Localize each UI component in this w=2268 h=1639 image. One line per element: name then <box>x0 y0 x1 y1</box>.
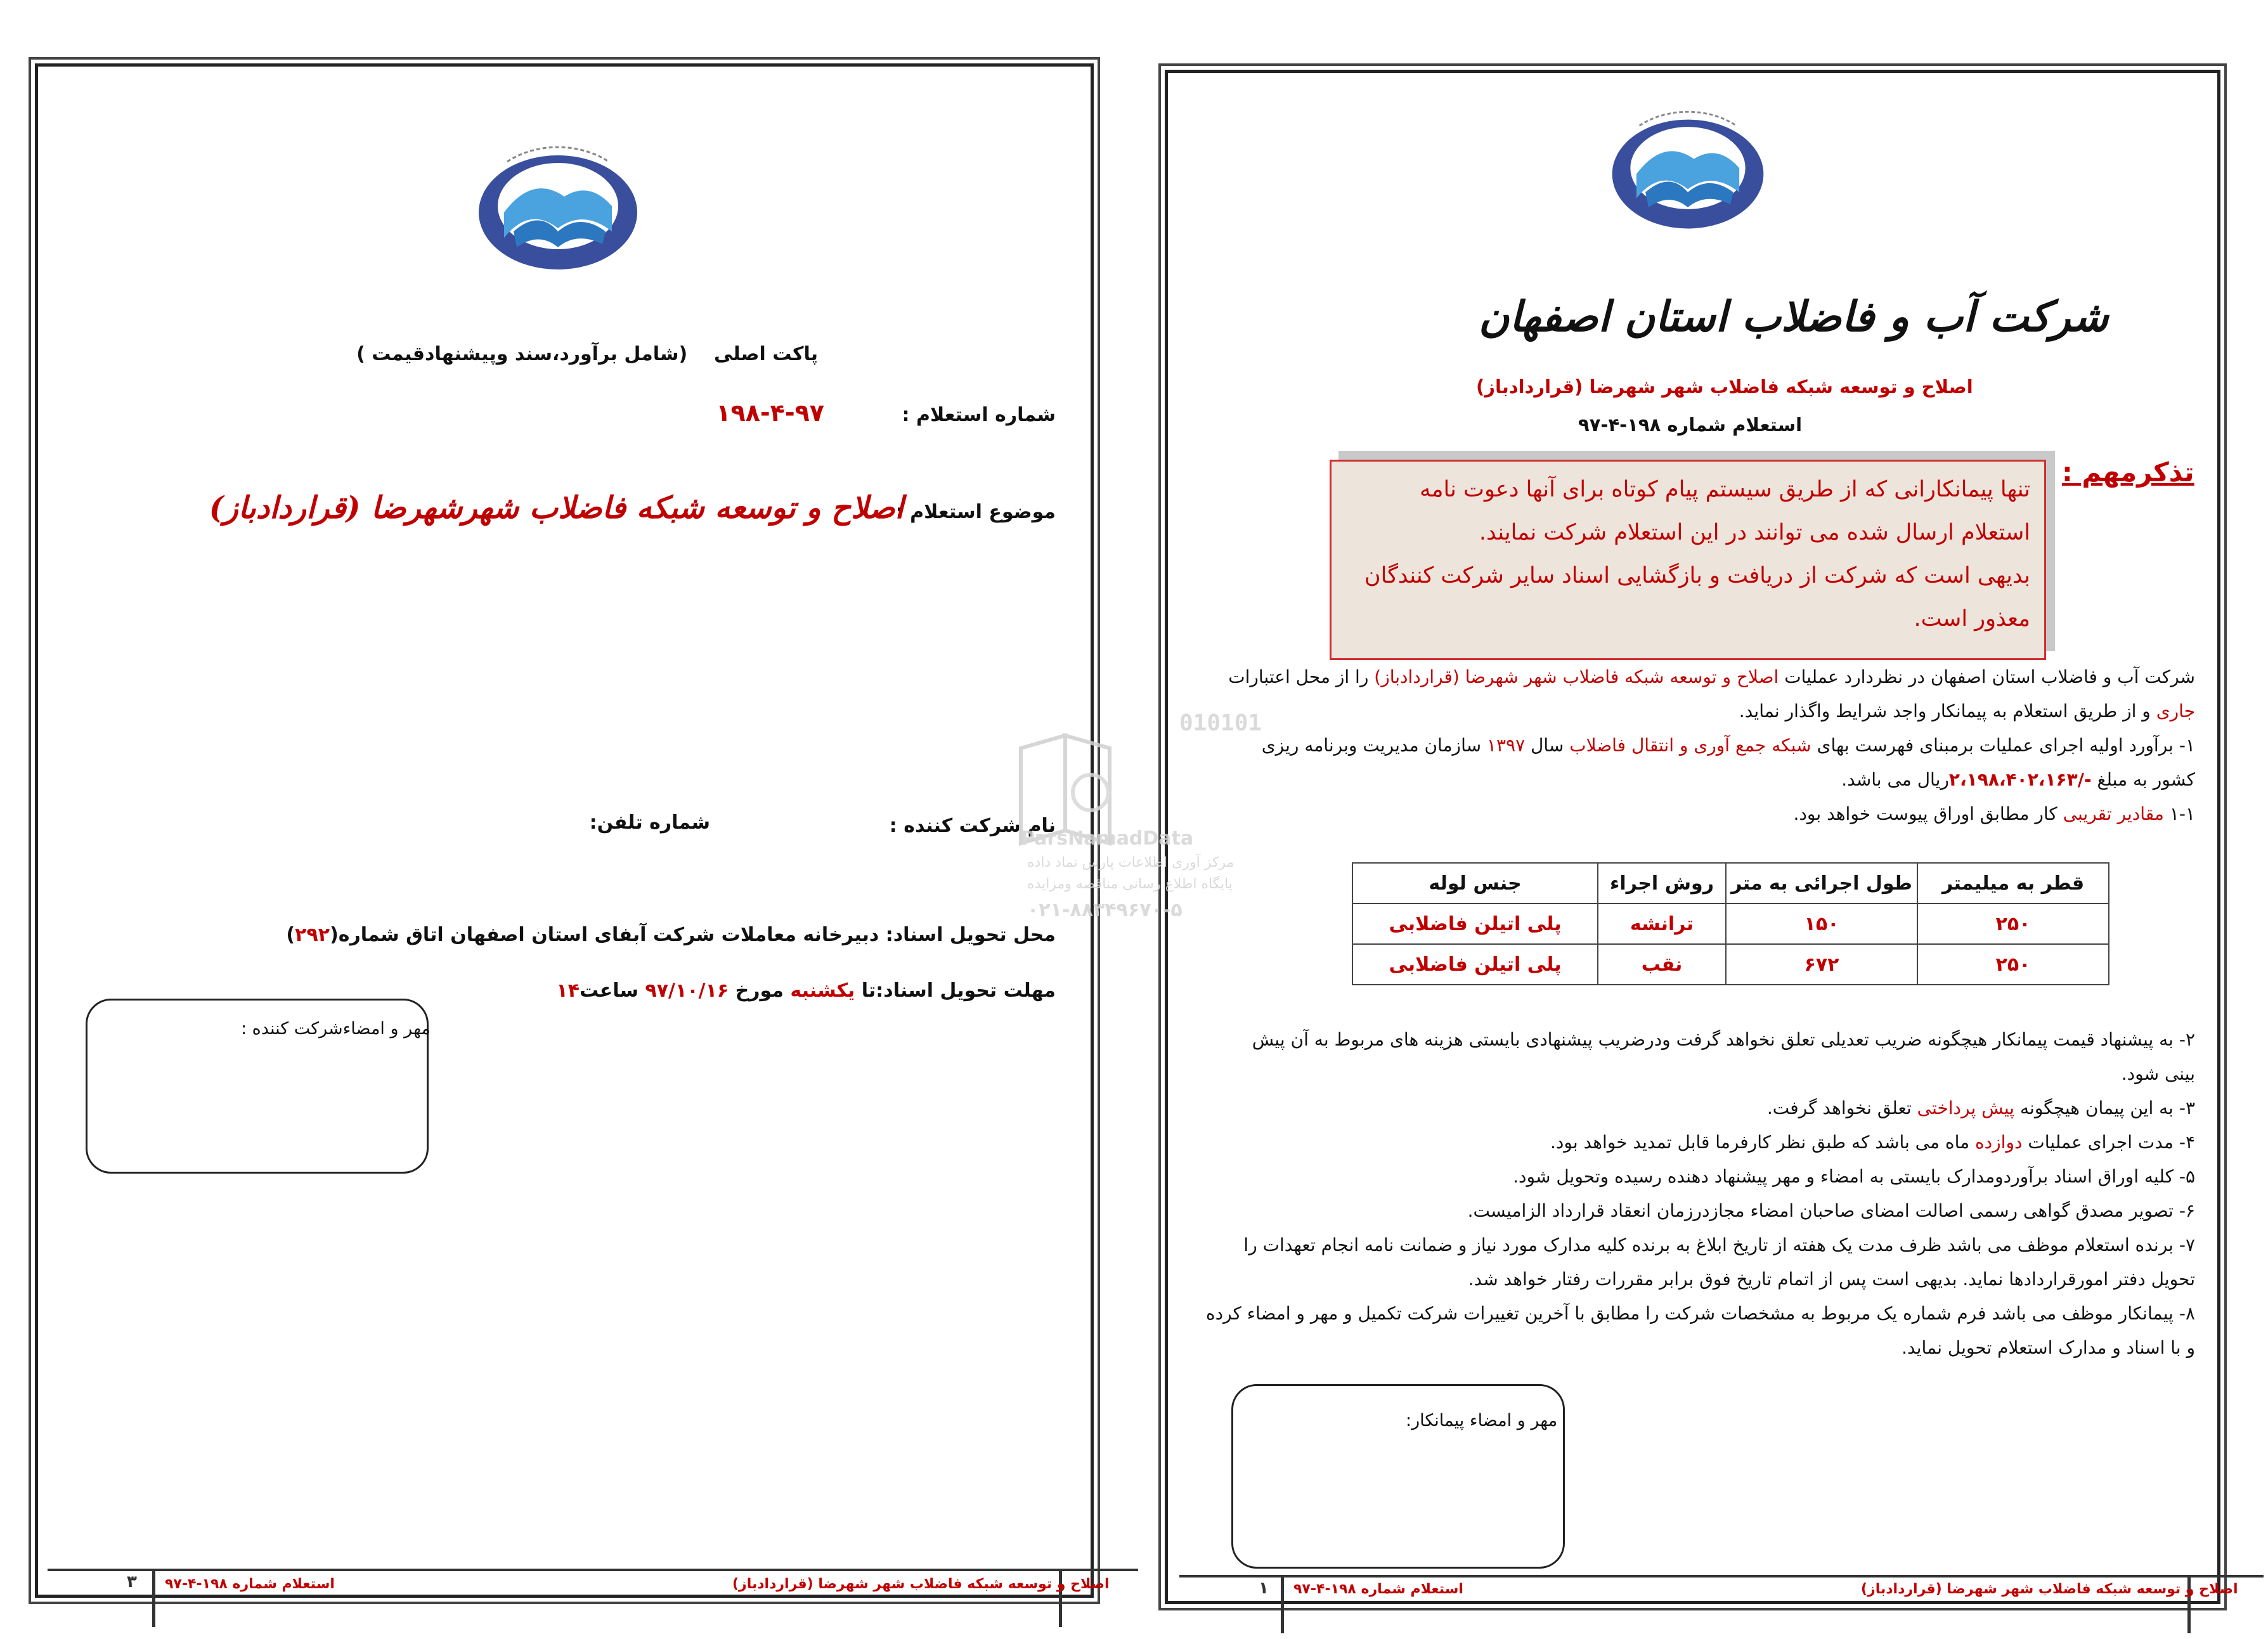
term-item: بینی شود. <box>2121 1063 2195 1084</box>
term-item: ۲- به پیشنهاد قیمت پیمانکار هیچگونه ضریب تعدیلی تعلق نخواهد گرفت ودرضریب پیشنهادی بایستی هزینه های مربوط به آن پیش <box>1252 1029 2195 1050</box>
watermark-binary: 010101 <box>1179 710 1262 736</box>
table-header: قطر به میلیمتر <box>1917 863 2109 904</box>
table-row <box>1352 904 2109 944</box>
package-label: پاکت اصلی (شامل برآورد،سند وپیشنهادقیمت ) <box>356 343 818 365</box>
inquiry-no-label: شماره استعلام : <box>902 404 1056 426</box>
table-cell: ۶۷۲ <box>1726 944 1917 985</box>
term-item: ۸- پیمانکار موظف می باشد فرم شماره یک مربوط به مشخصات شرکت را مطابق با آخرین تغییرات شرکت تکمیل و مهر و امضاء کرده <box>1205 1303 2195 1324</box>
table-cell: ۱۵۰ <box>1726 904 1917 944</box>
term-item: و با اسناد و مدارک استعلام تحویل نماید. <box>1902 1337 2195 1358</box>
watermark-phone: ۰۲۱-۸۸۳۴۹۶۷۰-۵ <box>1027 899 1183 921</box>
table-header-row <box>1352 863 2109 904</box>
term-item: تحویل دفتر امورقراردادها نماید. بدیهی است پس از اتمام تاریخ فوق برابر مقررات رفتار خواهد شد. <box>1468 1269 2195 1290</box>
table-cell: ۲۵۰ <box>1917 944 2109 985</box>
table-header: طول اجرائی به متر <box>1726 863 1917 904</box>
contractor-stamp-label: مهر و امضاء پیمانکار: <box>1406 1411 1558 1430</box>
terms-paragraph <box>1187 1023 2195 1365</box>
term-item: ۴- مدت اجرای عملیات دوازده ماه می باشد که طبق نظر کارفرما قابل تمدید خواهد بود. <box>1550 1132 2195 1153</box>
right-footer-line <box>1179 1575 2264 1577</box>
left-footer-inquiry: استعلام شماره ۱۹۸-۴-۹۷ <box>165 1576 335 1592</box>
subject-value: اصلاح و توسعه شبکه فاضلاب شهرشهرضا (قراردادباز) <box>209 490 904 526</box>
phone-label: شماره تلفن: <box>589 812 710 834</box>
notice-line: بدیهی است که شرکت از دریافت و بازگشایی اسناد سایر شرکت کنندگان <box>1364 563 2030 588</box>
left-footer-line <box>48 1569 1138 1571</box>
delivery-place: محل تحویل اسناد: دبیرخانه معاملات شرکت آبفای استان اصفهان اتاق شماره(۲۹۲) <box>286 924 1056 946</box>
left-page <box>35 63 1094 1598</box>
table-row <box>1352 944 2109 985</box>
watermark-brand: ParsNamadData <box>1021 827 1194 850</box>
table-cell: ۲۵۰ <box>1917 904 2109 944</box>
table-cell: نقب <box>1598 944 1726 985</box>
project-subtitle: اصلاح و توسعه شبکه فاضلاب شهر شهرضا (قراردادباز) <box>1476 376 1973 398</box>
company-title: شرکت آب و فاضلاب استان اصفهان <box>1479 292 2109 341</box>
subject-label: موضوع استعلام : <box>895 501 1056 523</box>
table-cell: پلی اتیلن فاضلابی <box>1352 904 1598 944</box>
intro-paragraph: شرکت آب و فاضلاب استان اصفهان در نظردارد عملیات اصلاح و توسعه شبکه فاضلاب شهر شهرضا (قراردادباز) را از محل اعتبارات جاری و از طریق استعلام به پیمانکار واجد شرایط واگذار نماید. ۱- برآورد اولیه اجرای عملیات برمبنای فهرست بهای شبکه جمع آوری و انتقال فاضلاب سال ۱۳۹۷ سازمان مدیریت وبرنامه ریزی کشور به مبلغ -/۲،۱۹۸،۴۰۲،۱۶۳ریال می باشد. ۱-۱ مقادیر تقریبی کار مطابق اوراق پیوست خواهد بود. <box>1228 666 2195 824</box>
company-logo <box>1602 101 1773 235</box>
notice-title: تذکرمهم : <box>2062 457 2194 488</box>
notice-box <box>1330 460 2046 660</box>
bidder-stamp-label: مهر و امضاءشرکت کننده : <box>241 1019 431 1039</box>
term-item: ۷- برنده استعلام موظف می باشد ظرف مدت یک هفته از تاریخ ابلاغ به برنده کلیه مدارک مورد نیاز و ضمانت نامه انجام تعهدات را <box>1243 1234 2195 1255</box>
inquiry-no-value: ۱۹۸-۴-۹۷ <box>716 399 824 427</box>
watermark-line2: پایگاه اطلاع رسانی مناقصه ومزایده <box>1027 876 1233 892</box>
table-cell: ترانشه <box>1598 904 1726 944</box>
term-item: ۶- تصویر مصدق گواهی رسمی اصالت امضای صاحبان امضاء مجازدرزمان انعقاد قرارداد الزامیست. <box>1467 1200 2195 1221</box>
inquiry-number: استعلام شماره ۱۹۸-۴-۹۷ <box>1578 414 1803 436</box>
term-item: ۳- به این پیمان هیچگونه پیش پرداختی تعلق نخواهد گرفت. <box>1766 1098 2195 1118</box>
pipe-table <box>1352 862 2109 985</box>
right-page <box>1165 70 2220 1604</box>
right-footer-page-number: ۱ <box>1259 1579 1269 1598</box>
right-footer-title: اصلاح و توسعه شبکه فاضلاب شهر شهرضا (قراردادباز) <box>1861 1581 2238 1597</box>
watermark-line1: مرکز آوری اطلاعات پارس نماد داده <box>1027 855 1234 871</box>
parsnamad-watermark <box>1014 710 1281 938</box>
table-header: جنس لوله <box>1352 863 1598 904</box>
notice-line: معذور است. <box>1914 606 2030 632</box>
table-cell: پلی اتیلن فاضلابی <box>1352 944 1598 985</box>
notice-line: استعلام ارسال شده می توانند در این استعلام شرکت نمایند. <box>1479 520 2030 545</box>
left-footer-title: اصلاح و توسعه شبکه فاضلاب شهر شهرضا (قراردادباز) <box>732 1576 1110 1592</box>
company-name-label: نام شرکت کننده : <box>889 815 1056 837</box>
table-header: روش اجراء <box>1598 863 1726 904</box>
left-footer-tick <box>152 1570 155 1627</box>
term-item: ۵- کلیه اوراق اسناد برآوردومدارک بایستی به امضاء و مهر پیشنهاد دهنده رسیده وتحویل شود. <box>1513 1166 2195 1187</box>
right-footer-tick <box>1281 1576 1284 1633</box>
notice-line: تنها پیمانکارانی که از طریق سیستم پیام کوتاه برای آنها دعوت نامه <box>1419 477 2030 502</box>
delivery-deadline: مهلت تحویل اسناد:تا یکشنبه مورخ ۹۷/۱۰/۱۶ ساعت۱۴ <box>556 980 1056 1002</box>
company-logo <box>469 136 647 276</box>
right-footer-inquiry: استعلام شماره ۱۹۸-۴-۹۷ <box>1293 1581 1463 1597</box>
left-footer-page-number: ۳ <box>127 1572 137 1591</box>
